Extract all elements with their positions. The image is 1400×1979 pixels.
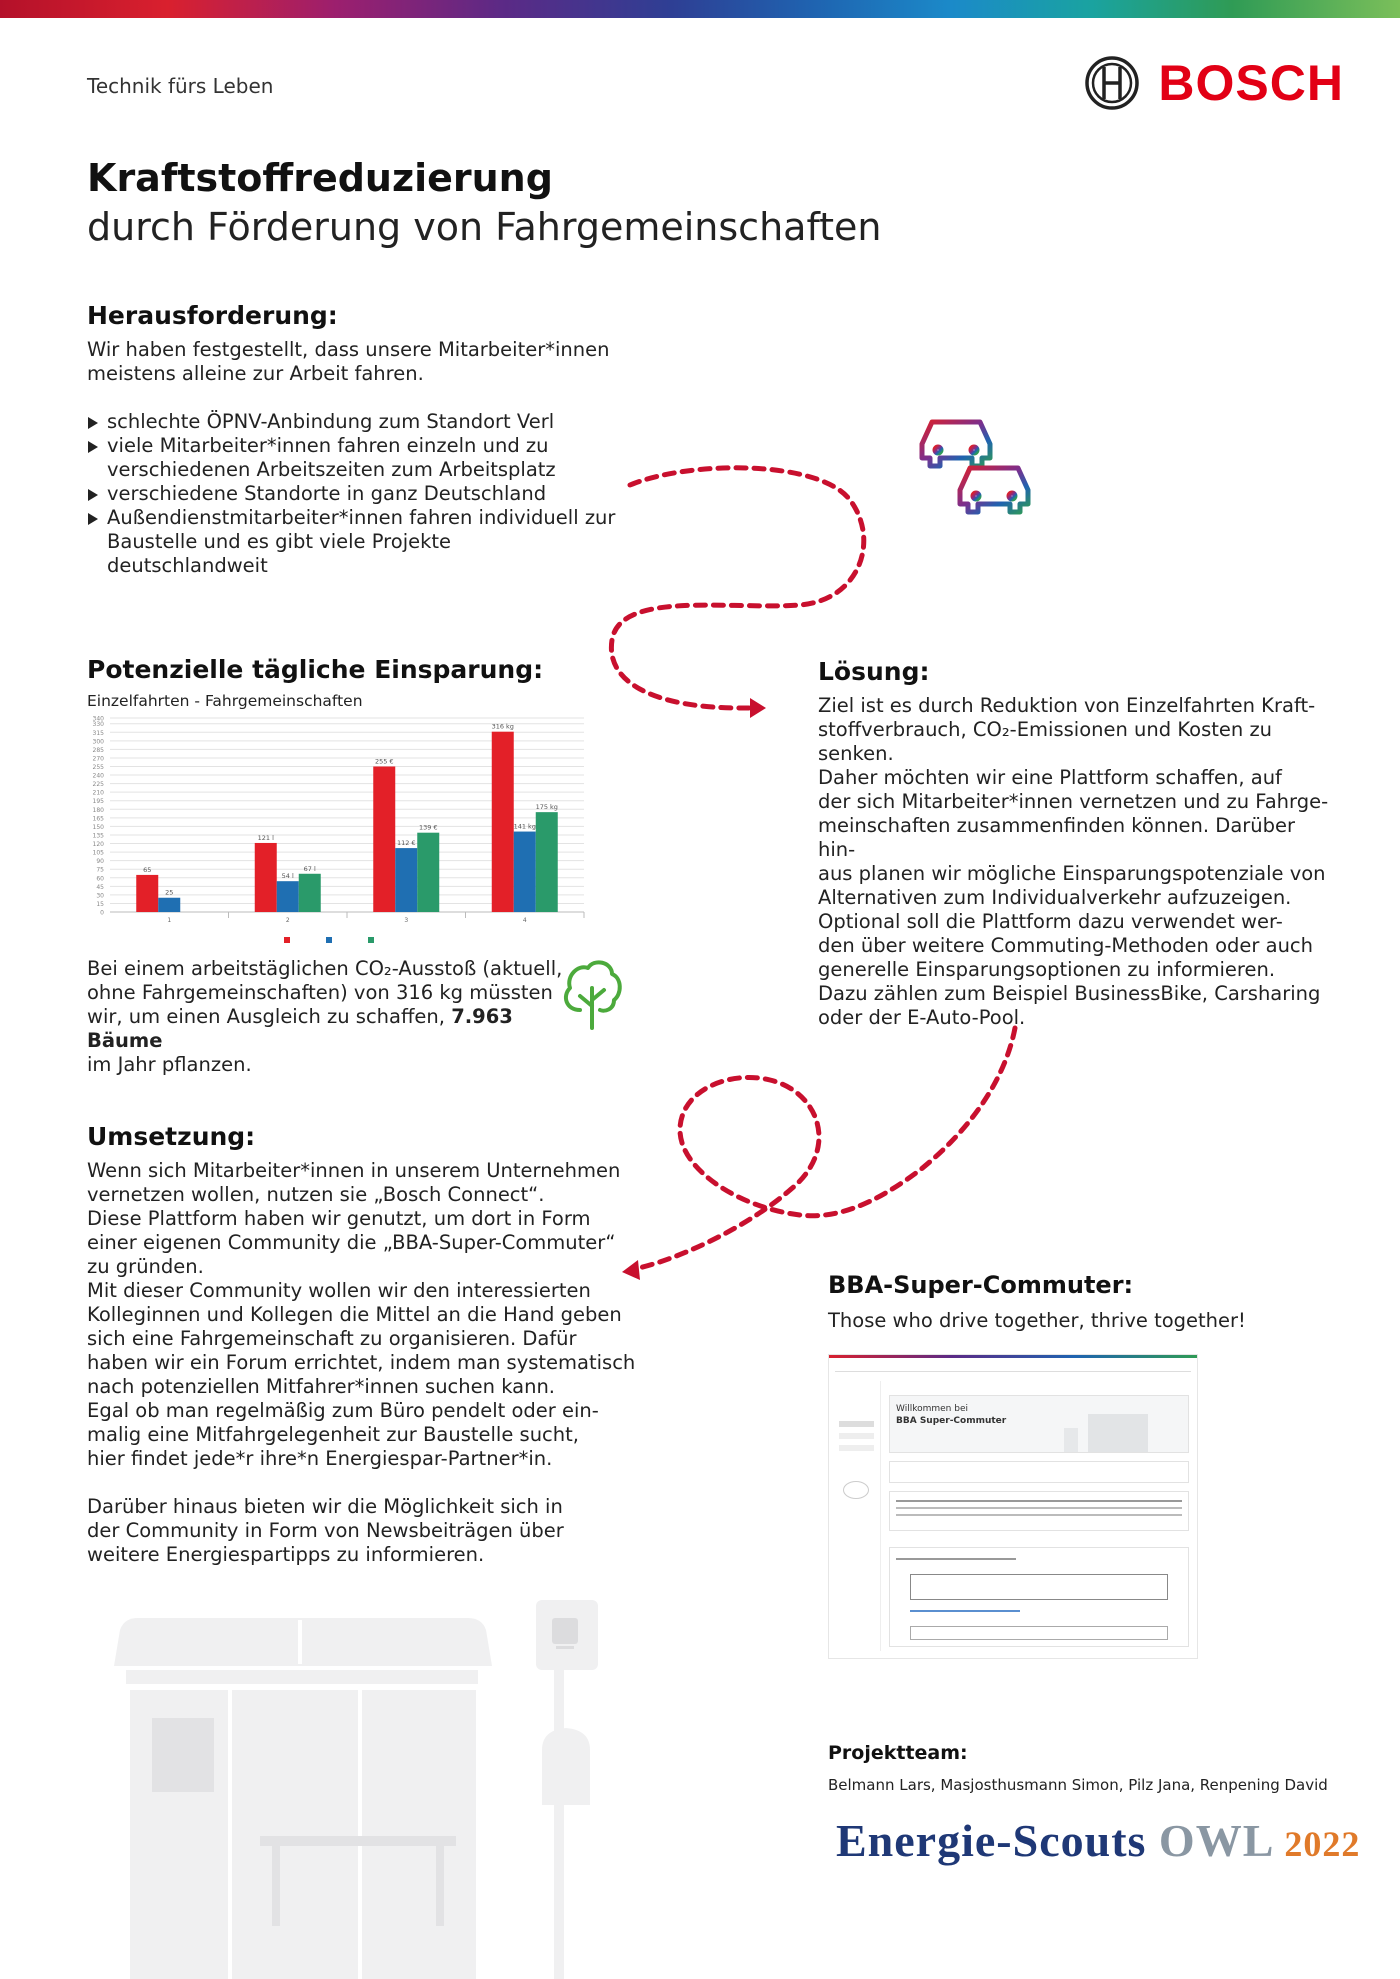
team-members: Belmann Lars, Masjosthusmann Simon, Pilz Jana, Renpening David — [828, 1776, 1328, 1794]
savings-text — [87, 957, 567, 1077]
y-tick-label: 15 — [96, 900, 104, 908]
tree-trunk — [580, 988, 604, 1028]
data-label: 121 l — [257, 833, 274, 842]
bar-series-3 — [299, 874, 321, 912]
text-line: den über weitere Commuting-Methoden oder auch — [818, 934, 1314, 957]
chart-title: Einzelfahrten - Fahrgemeinschaften — [87, 692, 363, 710]
text-line — [87, 1005, 567, 1053]
text-line: zu gründen. — [87, 1255, 204, 1278]
shelter-roof-trim — [126, 1670, 478, 1684]
banner-tree-graphic — [1064, 1428, 1078, 1452]
data-label: 255 € — [374, 757, 394, 766]
y-tick-label: 105 — [92, 849, 104, 857]
screenshot-text-placeholder — [896, 1558, 1016, 1560]
text-line: Dazu zählen zum Beispiel BusinessBike, Carsharing — [818, 982, 1321, 1005]
car-back-headlight — [935, 447, 941, 453]
team-heading: Projektteam: — [828, 1742, 968, 1764]
y-tick-label: 75 — [96, 866, 104, 874]
data-label: 65 — [143, 865, 152, 874]
implementation-text — [87, 1159, 647, 1567]
screenshot-panel — [889, 1491, 1189, 1531]
bosch-logo — [1084, 54, 1344, 112]
bar-series-1 — [373, 767, 395, 913]
bar-series-1 — [255, 843, 277, 912]
y-tick-label: 165 — [92, 815, 104, 823]
savings-heading: Potenzielle tägliche Einsparung: — [87, 655, 544, 684]
text-line: malig eine Mitfahrgelegenheit zur Baustelle sucht, — [87, 1423, 579, 1446]
bar-series-1 — [136, 875, 158, 912]
legend-swatch — [284, 937, 290, 943]
screenshot-forum-table — [889, 1547, 1189, 1647]
y-tick-label: 150 — [92, 823, 104, 831]
text-line: Ziel ist es durch Reduktion von Einzelfahrten Kraft- — [818, 694, 1316, 717]
screenshot-sidebar-item — [839, 1433, 874, 1439]
y-tick-label: 270 — [92, 755, 104, 763]
text-line: stoffverbrauch, CO₂-Emissionen und Kosten zu — [818, 718, 1273, 741]
arrow-head — [750, 698, 766, 718]
screenshot-color-bar — [829, 1355, 1197, 1358]
screenshot-banner — [889, 1395, 1189, 1453]
banner-building-graphic — [1088, 1414, 1148, 1452]
data-label: 175 kg — [535, 803, 558, 812]
data-label: 139 € — [418, 823, 438, 832]
savings-bar-chart — [84, 712, 594, 952]
tree-icon — [560, 958, 624, 1030]
screenshot-sidebar — [833, 1381, 881, 1651]
page-title: Kraftstoffreduzierung — [87, 156, 553, 200]
text-line: nach potenziellen Mitfahrer*innen suchen kann. — [87, 1375, 556, 1398]
y-tick-label: 210 — [92, 789, 104, 797]
text-line: senken. — [818, 742, 894, 765]
solution-heading: Lösung: — [818, 657, 930, 686]
slogan: Technik fürs Leben — [87, 74, 274, 98]
legend-swatch — [368, 937, 374, 943]
event-year: 2022 — [1284, 1824, 1361, 1864]
paragraph-gap — [87, 1471, 647, 1495]
y-tick-label: 45 — [96, 883, 104, 891]
bus-stop-bin — [542, 1728, 590, 1805]
text-line: oder der E-Auto-Pool. — [818, 1006, 1026, 1029]
text-line: Bei einem arbeitstäglichen CO₂-Ausstoß (aktuell, — [87, 957, 563, 980]
text-line: Egal ob man regelmäßig zum Büro pendelt oder ein- — [87, 1399, 599, 1422]
community-screenshot — [828, 1354, 1198, 1659]
y-tick-label: 285 — [92, 746, 104, 754]
challenge-section — [87, 301, 617, 578]
screenshot-link-placeholder — [910, 1610, 1020, 1612]
bba-heading: BBA-Super-Commuter: — [828, 1271, 1134, 1299]
text-line: Mit dieser Community wollen wir den interessierten — [87, 1279, 591, 1302]
text-line: weitere Energiespartipps zu informieren. — [87, 1543, 485, 1566]
y-tick-label: 195 — [92, 798, 104, 806]
screenshot-welcome: Willkommen bei — [896, 1404, 968, 1414]
list-item: schlechte ÖPNV-Anbindung zum Standort Verl — [87, 410, 617, 434]
bar-series-1 — [492, 732, 514, 912]
y-tick-label: 315 — [92, 729, 104, 737]
text-line: sich eine Fahrgemeinschaft zu organisieren. Dafür — [87, 1327, 577, 1350]
screenshot-table-placeholder — [910, 1574, 1168, 1600]
bus-stop-pole — [554, 1670, 564, 1979]
text-line: Wenn sich Mitarbeiter*innen in unserem Unternehmen — [87, 1159, 621, 1182]
data-label: 316 kg — [491, 722, 514, 731]
bench-leg — [436, 1846, 444, 1926]
bar-series-3 — [536, 812, 558, 912]
x-tick-label: 4 — [522, 917, 527, 924]
bench-seat — [260, 1836, 456, 1846]
bar-series-2 — [514, 832, 536, 912]
top-color-bar — [0, 0, 1400, 18]
data-label: 141 kg — [513, 822, 536, 831]
implementation-heading: Umsetzung: — [87, 1122, 256, 1151]
screenshot-nav — [835, 1362, 1191, 1372]
screenshot-text-placeholder — [896, 1514, 1182, 1516]
brand-name: BOSCH — [1158, 55, 1344, 111]
list-item: Außendienstmitarbeiter*innen fahren individuell zur Baustelle und es gibt viele Projekte deutschlandweit — [87, 506, 617, 578]
text-line: meinschaften zusammenfinden können. Darüber hin- — [818, 814, 1296, 861]
text-line: ohne Fahrgemeinschaften) von 316 kg müssten — [87, 981, 553, 1004]
bar-series-2 — [158, 898, 180, 912]
screenshot-panel — [889, 1461, 1189, 1483]
text-span: wir, um einen Ausgleich zu schaffen, — [87, 1005, 452, 1028]
text-line: haben wir ein Forum errichtet, indem man systematisch — [87, 1351, 636, 1374]
text-line: Diese Plattform haben wir genutzt, um dort in Form — [87, 1207, 591, 1230]
energie-scouts-logo — [836, 1814, 1360, 1867]
y-tick-label: 0 — [100, 909, 104, 917]
bba-tagline: Those who drive together, thrive together! — [828, 1309, 1246, 1332]
screenshot-table-placeholder — [910, 1626, 1168, 1640]
screenshot-sidebar-item — [839, 1421, 874, 1427]
challenge-bullet-list — [87, 410, 617, 578]
bench-leg — [272, 1846, 280, 1926]
y-tick-label: 340 — [92, 715, 104, 723]
screenshot-welcome-name: BBA Super-Commuter — [896, 1416, 1007, 1426]
tree-outline — [566, 962, 620, 1028]
cars-outline — [922, 422, 1028, 512]
event-name: Energie-Scouts — [836, 1815, 1147, 1866]
bar-series-3 — [417, 833, 439, 912]
text-line: Kolleginnen und Kollegen die Mittel an die Hand geben — [87, 1303, 622, 1326]
text-line: der sich Mitarbeiter*innen vernetzen und zu Fahrge- — [818, 790, 1329, 813]
text-line: im Jahr pflanzen. — [87, 1053, 252, 1076]
data-label: 54 l — [281, 872, 294, 881]
x-tick-label: 3 — [404, 917, 409, 924]
text-line: Alternativen zum Individualverkehr aufzuzeigen. — [818, 886, 1292, 909]
y-tick-label: 300 — [92, 738, 104, 746]
car-back-headlight — [971, 447, 977, 453]
list-item: viele Mitarbeiter*innen fahren einzeln und zu verschiedenen Arbeitszeiten zum Arbeitsplatz — [87, 434, 617, 482]
text-line: hier findet jede*r ihre*n Energiespar-Partner*in. — [87, 1447, 553, 1470]
data-label: 112 € — [396, 839, 416, 848]
bosch-armature-icon — [1084, 55, 1140, 111]
text-line: einer eigenen Community die „BBA-Super-Commuter“ — [87, 1231, 616, 1254]
y-tick-label: 30 — [96, 892, 104, 900]
bus-icon-body — [552, 1618, 578, 1644]
text-line: Darüber hinaus bieten wir die Möglichkeit sich in — [87, 1495, 563, 1518]
text-line: aus planen wir mögliche Einsparungspotenziale von — [818, 862, 1326, 885]
page-subtitle: durch Förderung von Fahrgemeinschaften — [87, 205, 882, 249]
x-tick-label: 1 — [167, 917, 172, 924]
list-item: verschiedene Standorte in ganz Deutschland — [87, 482, 617, 506]
y-tick-label: 120 — [92, 841, 104, 849]
dashed-arrow-path — [620, 1020, 1020, 1290]
bar-series-2 — [395, 848, 417, 912]
solution-text — [818, 694, 1338, 1030]
screenshot-avatar — [843, 1481, 869, 1499]
text-line: vernetzen wollen, nutzen sie „Bosch Connect“. — [87, 1183, 545, 1206]
challenge-intro: Wir haben festgestellt, dass unsere Mitarbeiter*innen meistens alleine zur Arbeit fahren. — [87, 338, 610, 385]
text-line: Daher möchten wir eine Plattform schaffen, auf — [818, 766, 1282, 789]
y-tick-label: 90 — [96, 858, 104, 866]
shelter-roof — [114, 1618, 492, 1666]
dashed-route-line — [630, 1028, 1015, 1270]
bus-stop-illustration — [110, 1600, 610, 1979]
text-line: der Community in Form von Newsbeiträgen über — [87, 1519, 564, 1542]
x-tick-label: 2 — [285, 917, 290, 924]
bar-series-2 — [277, 881, 299, 912]
data-label: 25 — [165, 888, 174, 897]
y-tick-label: 60 — [96, 875, 104, 883]
shelter-poster — [152, 1718, 214, 1792]
implementation-section — [87, 1122, 647, 1567]
y-tick-label: 135 — [92, 832, 104, 840]
event-region: OWL — [1158, 1815, 1272, 1866]
text-line: Optional soll die Plattform dazu verwendet wer- — [818, 910, 1283, 933]
bus-icon-wheels — [556, 1646, 574, 1649]
y-tick-label: 225 — [92, 781, 104, 789]
y-tick-label: 240 — [92, 772, 104, 780]
solution-section — [818, 657, 1338, 1030]
cars-icon — [916, 408, 1052, 536]
data-label: 67 l — [303, 864, 316, 873]
text-line: generelle Einsparungsoptionen zu informieren. — [818, 958, 1276, 981]
y-tick-label: 180 — [92, 806, 104, 814]
y-tick-label: 255 — [92, 764, 104, 771]
armature-h-mark — [1104, 67, 1120, 99]
screenshot-text-placeholder — [896, 1500, 1182, 1502]
legend-swatch — [326, 937, 332, 943]
trees-highlight: 7.963 Bäume — [87, 1005, 513, 1052]
challenge-heading: Herausforderung: — [87, 301, 338, 330]
screenshot-text-placeholder — [896, 1507, 1182, 1509]
y-tick-label: 330 — [92, 721, 104, 729]
screenshot-sidebar-item — [839, 1445, 874, 1451]
